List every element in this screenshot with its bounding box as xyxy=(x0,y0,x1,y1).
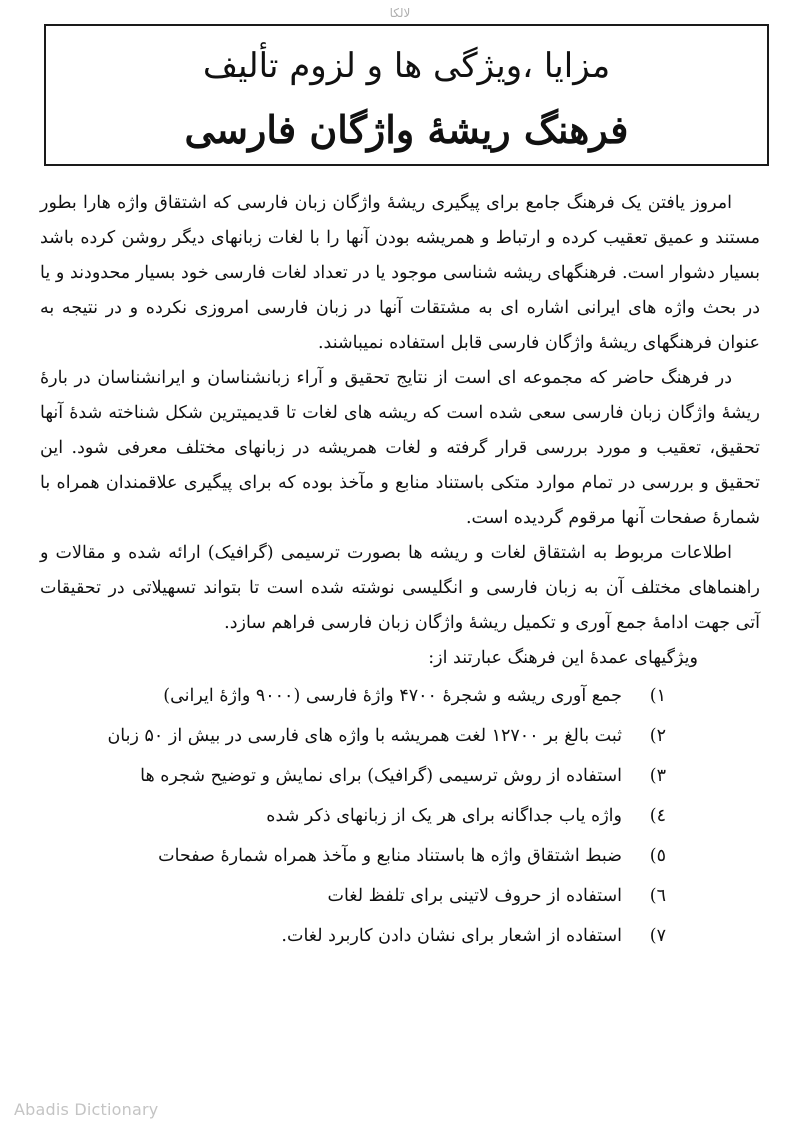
list-item-number: ۲) xyxy=(649,726,666,746)
page-title-line-1: مزایا ،ویژگی ها و لزوم تألیف xyxy=(202,46,611,86)
top-watermark: لالکا xyxy=(389,6,411,20)
list-item xyxy=(40,916,760,956)
paragraph-1: امروز یافتن یک فرهنگ جامع برای پیگیری ریشهٔ واژگان زبان فارسی که اشتقاق واژه هارا بطور مستند و عمیق تعقیب کرده و ارتباط و همریشه بودن آنها را با لغات زبانهای دیگر روشن کرده باشد بسیار دشوار است. فرهنگهای ریشه شناسی موجود یا در تعداد لغات فارسی خود بسیار محدودند و یا در بحث واژه های ایرانی اشاره ای به مشتقات آنها در زبان فارسی امروزی نکرده و در نتیجه به عنوان فرهنگهای ریشهٔ واژگان فارسی قابل استفاده نمیباشند. xyxy=(40,193,760,353)
list-item xyxy=(40,836,760,876)
list-item-text: استفاده از اشعار برای نشان دادن کاربرد لغات. xyxy=(281,926,622,946)
list-item xyxy=(40,676,760,716)
article-body xyxy=(40,186,760,956)
list-item xyxy=(40,876,760,916)
list-item-number: ٥) xyxy=(649,846,666,866)
list-item-text: واژه یاب جداگانه برای هر یک از زبانهای ذکر شده xyxy=(266,806,622,826)
list-item xyxy=(40,716,760,756)
page-title-line-2: فرهنگ ریشهٔ واژگان فارسی xyxy=(184,107,629,152)
list-item-number: ٤) xyxy=(649,806,666,826)
features-intro: ویژگیهای عمدهٔ این فرهنگ عبارتند از: xyxy=(428,648,698,668)
paragraph-3: اطلاعات مربوط به اشتقاق لغات و ریشه ها بصورت ترسیمی (گرافیک) ارائه شده و مقالات و راهنماهای مختلف آن به زبان فارسی و انگلیسی نوشته شده است تا بتواند تسهیلاتی در تحقیقات آتی جهت ادامهٔ جمع آوری و تکمیل ریشهٔ واژگان زبان فارسی فراهم سازد. xyxy=(40,543,760,633)
list-item xyxy=(40,756,760,796)
feature-list xyxy=(40,676,760,956)
list-item-text: استفاده از حروف لاتینی برای تلفظ لغات xyxy=(327,886,622,906)
list-item-number: ۳) xyxy=(649,766,666,786)
list-item-text: استفاده از روش ترسیمی (گرافیک) برای نمایش و توضیح شجره ها xyxy=(140,766,622,786)
list-item-text: ثبت بالغ بر ۱۲۷۰۰ لغت همریشه با واژه های فارسی در بیش از ۵۰ زبان xyxy=(107,726,622,746)
list-item-number: ٦) xyxy=(649,886,666,906)
title-box xyxy=(44,24,769,166)
paragraph-2: در فرهنگ حاضر که مجموعه ای است از نتایج تحقیق و آراء زبانشناسان و ایرانشناسان در بارهٔ ریشهٔ واژگان زبان فارسی سعی شده است که ریشه های لغات تا قدیمیترین شکل شناخته شدهٔ آنها تحقیق، تعقیب و مورد بررسی قرار گرفته و لغات همریشه در زبانهای مختلف معرفی شود. این تحقیق و بررسی در تمام موارد متکی باستناد منابع و مآخذ بوده که برای پیگیری علاقمندان همراه با شمارهٔ صفحات آنها مرقوم گردیده است. xyxy=(40,368,760,528)
list-item xyxy=(40,796,760,836)
list-item-number: ۷) xyxy=(649,926,666,946)
footer-watermark: Abadis Dictionary xyxy=(14,1100,159,1119)
list-item-number: ۱) xyxy=(649,686,666,706)
list-item-text: جمع آوری ریشه و شجرهٔ ۴۷۰۰ واژهٔ فارسی (۹۰۰۰ واژهٔ ایرانی) xyxy=(163,686,622,706)
list-item-text: ضبط اشتقاق واژه ها باستناد منابع و مآخذ همراه شمارهٔ صفحات xyxy=(158,846,622,866)
